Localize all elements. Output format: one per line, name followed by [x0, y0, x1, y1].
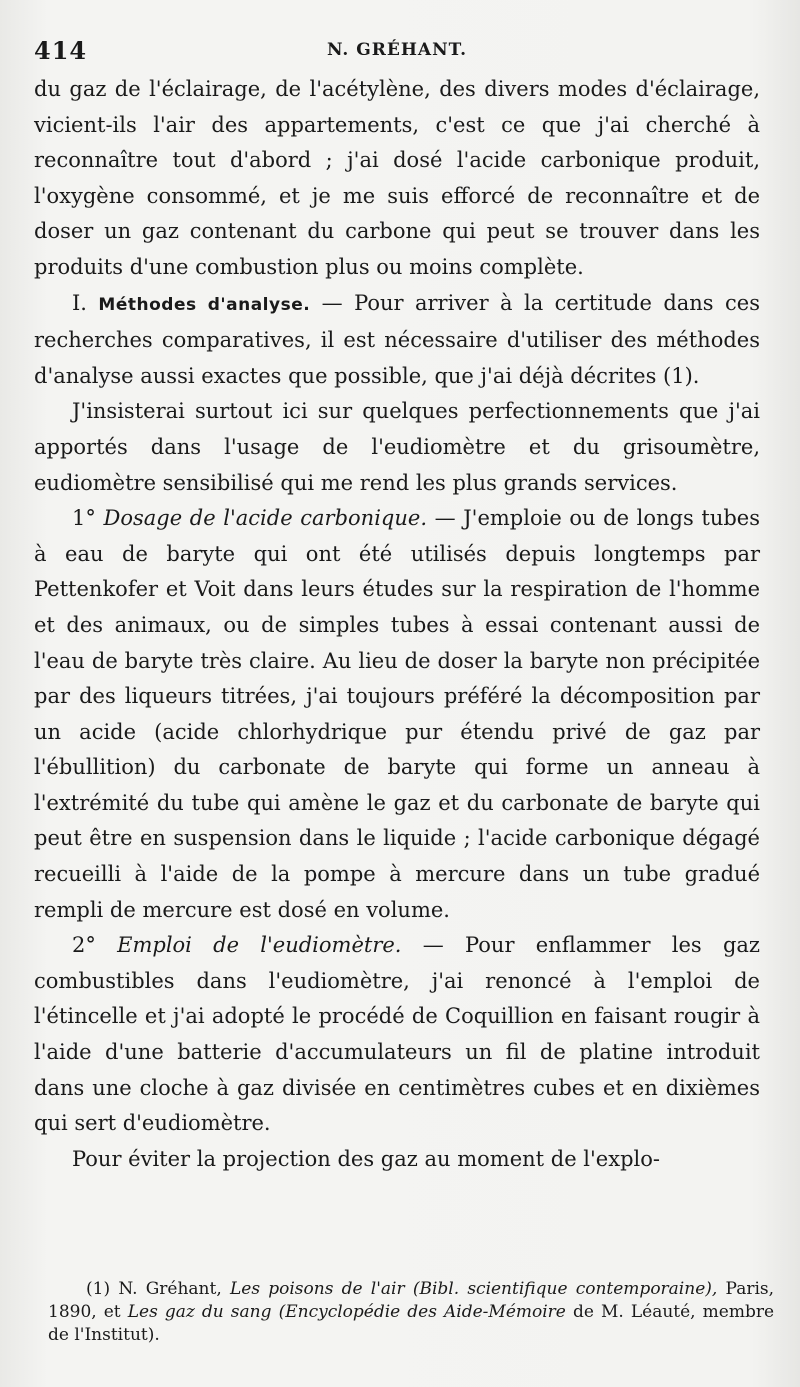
paragraph-improvements: J'insisterai surtout ici sur quelques perfectionnements que j'ai apportés dans l'usage de l'eudiomètre et du grisoumètre, eudiomètre sensibilisé qui me rend les plus grands services. [34, 399, 760, 495]
page-header [34, 36, 760, 66]
section-heading-methods: Méthodes d'analyse. [98, 294, 311, 315]
footnote [48, 1278, 774, 1347]
subsection-heading-eudiometer: Emploi de l'eudiomètre. [117, 933, 402, 958]
subsection-heading-carbonic-acid: Dosage de l'acide carbonique. [103, 506, 427, 531]
section-number: I. [72, 290, 87, 315]
section-text-methods: — Pour arriver à la certitude dans ces recherches comparatives, il est nécessaire d'utiliser des méthodes d'analyse aussi exactes que possible, que j'ai déjà décrites (1). [34, 290, 760, 388]
footnote-title-2: Les gaz du sang [127, 1302, 272, 1322]
paragraph-eudiometer [34, 928, 760, 1142]
body-text [34, 72, 760, 1177]
footnote-title-1: Les poisons de l'air [229, 1279, 405, 1299]
paragraph-continued: Pour éviter la projection des gaz au moment de l'explo- [72, 1146, 660, 1171]
footnote-series-2: (Encyclopédie des Aide-Mémoire [278, 1302, 566, 1322]
subsection-number: 1° [72, 506, 96, 531]
subsection-number: 2° [72, 933, 96, 958]
running-head: N. GRÉHANT. [326, 40, 468, 60]
page-number: 414 [34, 36, 88, 65]
footnote-marker: (1) [86, 1279, 111, 1299]
paragraph-intro: du gaz de l'éclairage, de l'acétylène, des divers modes d'éclairage, vicient-ils l'air des appartements, c'est ce que j'ai cherché à reconnaître tout d'abord ; j'ai dosé l'acide carbonique produit, l'oxygène consommé, et je me suis efforcé de reconnaître et de doser un gaz contenant du carbone qui peut se trouver dans les produits d'une combustion plus ou moins complète. [34, 77, 760, 279]
paragraph-carbonic-acid [34, 501, 760, 928]
subsection-text-carbonic-acid: — J'emploie ou de longs tubes à eau de baryte qui ont été utilisés depuis longtemps par Pettenkofer et Voit dans leurs études sur la respiration de l'homme et des animaux, ou de simples tubes à essai contenant aussi de l'eau de baryte très claire. Au lieu de doser la baryte non précipitée par des liqueurs titrées, j'ai toujours préféré la décomposition par un acide (acide chlorhydrique pur étendu privé de gaz par l'ébullition) du carbonate de baryte qui forme un anneau à l'extrémité du tube qui amène le gaz et du carbonate de baryte qui peut être en suspension dans le liquide ; l'acide carbonique dégagé recueilli à l'aide de la pompe à mercure dans un tube gradué rempli de mercure est dosé en volume. [34, 506, 761, 922]
footnote-author: N. Gréhant, [118, 1279, 222, 1299]
footnote-series-1: (Bibl. scientifique contemporaine), [412, 1279, 718, 1299]
paragraph-methods [34, 286, 760, 395]
footnote-tail: de M. Léauté, membre de l'Institut). [48, 1302, 775, 1345]
subsection-text-eudiometer: — Pour enflammer les gaz combustibles dans l'eudiomètre, j'ai renoncé à l'emploi de l'étincelle et j'ai adopté le procédé de Coquillion en faisant rougir à l'aide d'une batterie d'accumulateurs un fil de platine introduit dans une cloche à gaz divisée en centimètres cubes et en dixièmes qui sert d'eudiomètre. [34, 933, 760, 1136]
footnote-place: Paris, 1890, et [48, 1279, 775, 1322]
